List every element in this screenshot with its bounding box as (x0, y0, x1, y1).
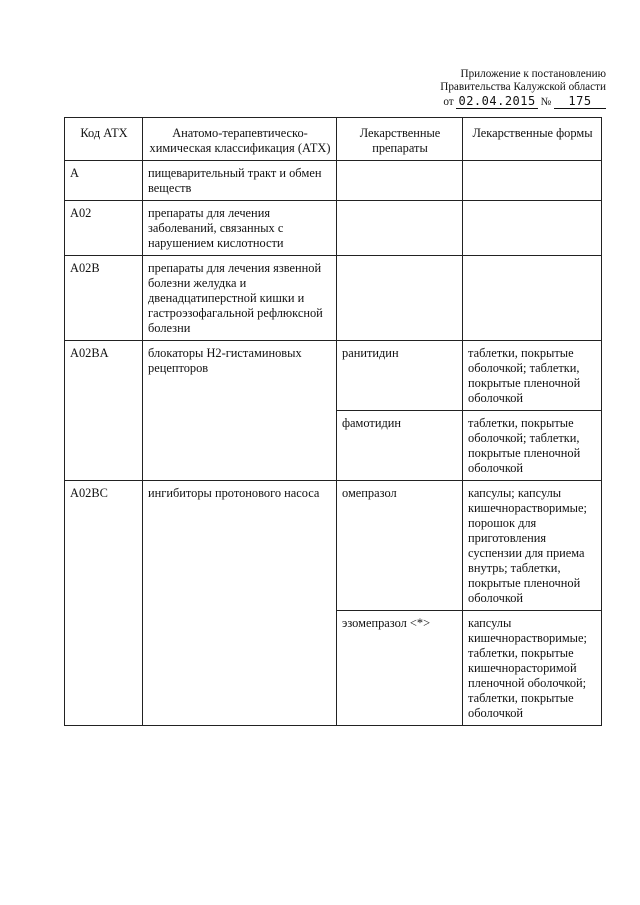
header-drugs: Лекарственные препараты (337, 118, 463, 161)
number-sign: № (540, 96, 552, 108)
dosage-form-cell (463, 256, 602, 341)
atx-code-cell: A (65, 161, 143, 201)
resolution-date: 02.04.2015 (458, 94, 536, 108)
drug-cell (337, 201, 463, 256)
document-header (306, 68, 606, 109)
table-header-row (65, 118, 602, 161)
dosage-form-cell (463, 201, 602, 256)
issuer-line: Правительства Калужской области (440, 81, 606, 93)
atx-code-cell: A02BA (65, 341, 143, 481)
atx-code-cell: A02B (65, 256, 143, 341)
table-row (65, 256, 602, 341)
header-atx-code: Код АТХ (65, 118, 143, 161)
appendix-title: Приложение к постановлению (460, 68, 606, 80)
atx-code-cell: A02 (65, 201, 143, 256)
dosage-form-cell: таблетки, покрытые оболочкой; таблетки, покрытые пленочной оболочкой (463, 341, 602, 411)
classification-cell: препараты для лечения язвенной болезни желудка и двенадцатиперстной кишки и гастроэзофагальной рефлюксной болезни (143, 256, 337, 341)
header-dosage-forms: Лекарственные формы (463, 118, 602, 161)
classification-cell: пищеварительный тракт и обмен веществ (143, 161, 337, 201)
dosage-form-cell: капсулы кишечнорастворимые; таблетки, покрытые кишечнорасторимой пленочной оболочкой; таблетки, покрытые оболочкой (463, 611, 602, 726)
drug-cell (337, 256, 463, 341)
drug-cell (337, 161, 463, 201)
classification-cell: препараты для лечения заболеваний, связанных с нарушением кислотности (143, 201, 337, 256)
atx-code-cell: A02BC (65, 481, 143, 726)
table-row (65, 201, 602, 256)
table-row (65, 341, 602, 411)
drug-cell: омепразол (337, 481, 463, 611)
atx-table (64, 117, 602, 726)
classification-cell: блокаторы H2-гистаминовых рецепторов (143, 341, 337, 481)
header-atx-classification: Анатомо-терапевтическо-химическая классификация (АТХ) (143, 118, 337, 161)
table-row (65, 161, 602, 201)
drug-cell: эзомепразол <*> (337, 611, 463, 726)
drug-cell: фамотидин (337, 411, 463, 481)
dosage-form-cell: капсулы; капсулы кишечнорастворимые; порошок для приготовления суспензии для приема внутрь; таблетки, покрытые пленочной оболочкой (463, 481, 602, 611)
drug-cell: ранитидин (337, 341, 463, 411)
date-prefix: от (443, 96, 454, 108)
classification-cell: ингибиторы протонового насоса (143, 481, 337, 726)
dosage-form-cell (463, 161, 602, 201)
resolution-line (306, 95, 606, 109)
resolution-number: 175 (554, 95, 606, 109)
dosage-form-cell: таблетки, покрытые оболочкой; таблетки, покрытые пленочной оболочкой (463, 411, 602, 481)
table-row (65, 481, 602, 611)
